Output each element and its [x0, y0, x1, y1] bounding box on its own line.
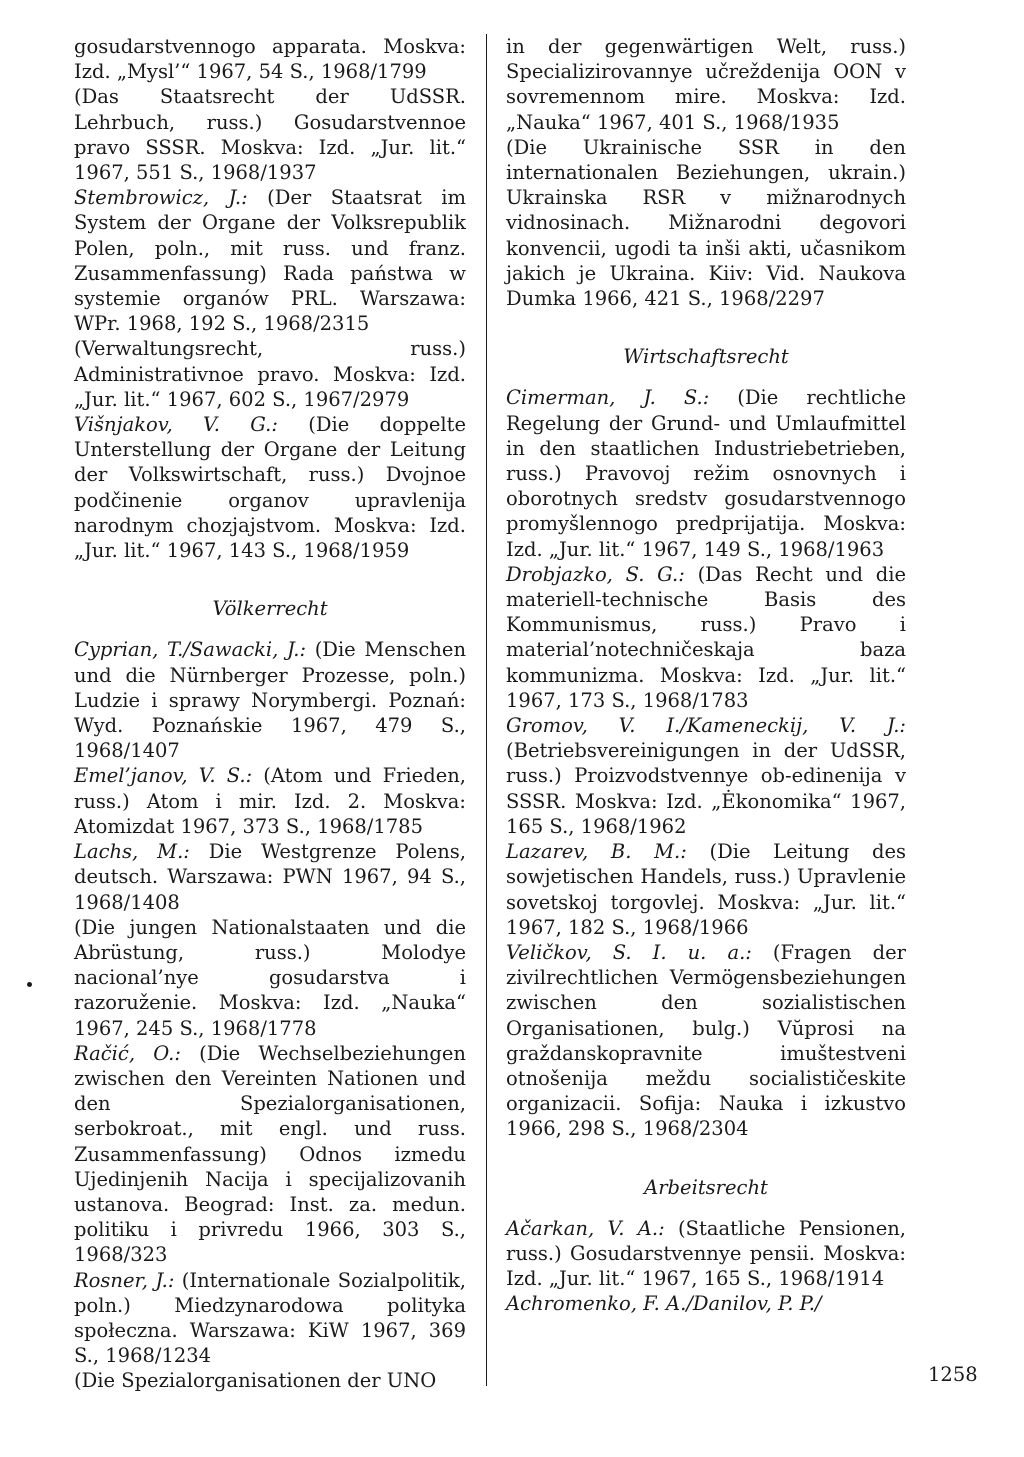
entry-group: [74, 34, 466, 563]
bibliography-entry: [74, 1041, 466, 1268]
section-heading-arbeitsrecht: Arbeitsrecht: [644, 1175, 768, 1199]
bibliography-entry: [74, 34, 466, 84]
bibliography-entry: [74, 1368, 466, 1393]
entry-text: (Die Leitung des sowjetischen Handels, russ.) Upravlenie sovetskoj torgovlej. Moskva: „Jur. lit.“ 1967, 182 S., 1968/1966: [506, 840, 906, 939]
entry-text: (Verwaltungsrecht, russ.) Administrativnoe pravo. Moskva: Izd. „Jur. lit.“ 1967, 602 S., 1967/2979: [74, 337, 466, 411]
bibliography-entry: [74, 839, 466, 915]
entry-text: (Staatliche Pensionen, russ.) Gosudarstvennye pensii. Moskva: Izd. „Jur. lit.“ 1967, 165 S., 1968/1914: [506, 1216, 906, 1291]
entry-text: (Die jungen Nationalstaaten und die Abrüstung, russ.) Molodye nacional’nye gosudarstva i razoruženie. Moskva: Izd. „Nauka“ 1967, 245 S., 1968/1778: [74, 915, 466, 1040]
page-number: 1258: [928, 1363, 978, 1386]
bibliography-entry: [74, 185, 466, 336]
entry-author: Gromov, V. I./Kameneckij, V. J.:: [506, 714, 906, 738]
entry-author: Drobjazko, S. G.:: [506, 562, 685, 586]
entry-text: (Der Staatsrat im System der Organe der Volksrepublik Polen, poln., mit russ. und franz. Zusammenfassung) Rada państwa w systemie organów PRL. Warszawa: WPr. 1968, 192 S., 1968/2315: [74, 186, 466, 336]
entry-text: (Die Wechselbeziehungen zwischen den Vereinten Nationen und den Spezialorganisationen, serbokroat., mit engl. und russ. Zusammenfassung) Odnos izmedu Ujedinjenih Nacija i specijalizovanih ustanova. Beograd: Inst. za. medun. politiku i privredu 1966, 303 S., 1968/323: [74, 1041, 466, 1267]
bibliography-entry: [74, 84, 466, 185]
entry-text: in der gegenwärtigen Welt, russ.) Specializirovannye učreždenija OON v sovremennom mire. Moskva: Izd. „Nauka“ 1967, 401 S., 1968/1935: [506, 35, 906, 134]
entry-text: gosudarstvennogo apparata. Moskva: Izd. „Mysl’“ 1967, 54 S., 1968/1799: [74, 35, 466, 84]
entry-author: Ačarkan, V. A.:: [506, 1216, 665, 1240]
section-heading-voelkerrecht: Völkerrecht: [212, 597, 328, 621]
margin-mark: [27, 982, 32, 987]
entry-text: (Internationale Sozialpolitik, poln.) Miedzynarodowa polityka społeczna. Warszawa: KiW 1967, 369 S., 1968/1234: [74, 1268, 466, 1368]
left-column: [74, 34, 466, 1394]
right-column: [506, 34, 906, 1317]
bibliography-entry: [506, 34, 906, 135]
bibliography-entry: [506, 713, 906, 839]
bibliography-entry: [74, 763, 466, 839]
bibliography-entry: [74, 336, 466, 412]
entry-author: Lazarev, B. M.:: [506, 840, 687, 864]
entry-text: (Die rechtliche Regelung der Grund- und Umlaufmittel in den staatlichen Industriebetrieben, russ.) Pravovoj režim osnovnych i oborotnych sredstv gosudarstvennogo promyšlennogo predprijatija. Moskva: Izd. „Jur. lit.“ 1967, 149 S., 1968/1963: [506, 386, 906, 561]
bibliography-entry: [506, 839, 906, 940]
entry-text: (Die Menschen und die Nürnberger Prozesse, poln.) Ludzie i sprawy Norymbergi. Poznań: Wyd. Poznańskie 1967, 479 S., 1968/1407: [74, 638, 466, 763]
bibliography-entry: [506, 562, 906, 713]
entry-group: [74, 637, 466, 1393]
entry-author: Rosner, J.:: [74, 1268, 175, 1292]
entry-text: (Fragen der zivilrechtlichen Vermögensbeziehungen zwischen den sozialistischen Organisationen, bulg.) Vŭprosi na graždanskopravnite imuštestveni otnošenija meždu socialističeskite organizacii. Sofija: Nauka i izkustvo 1966, 298 S., 1968/2304: [506, 940, 906, 1141]
entry-author: Stembrowicz, J.:: [74, 186, 248, 210]
entry-author: Cimerman, J. S.:: [506, 386, 710, 410]
entry-text: (Atom und Frieden, russ.) Atom i mir. Izd. 2. Moskva: Atomizdat 1967, 373 S., 1968/1785: [74, 764, 466, 838]
column-divider: [486, 34, 487, 1386]
entry-text: (Das Recht und die materiell-technische Basis des Kommunismus, russ.) Pravo i material’notechničeskaja baza kommunizma. Moskva: Izd. „Jur. lit.“ 1967, 173 S., 1968/1783: [506, 562, 906, 712]
entry-author: Achromenko, F. A./Danilov, P. P./: [506, 1292, 822, 1316]
entry-text: (Das Staatsrecht der UdSSR. Lehrbuch, russ.) Gosudarstvennoe pravo SSSR. Moskva: Izd. „Jur. lit.“ 1967, 551 S., 1968/1937: [74, 85, 466, 185]
entry-text: (Betriebsvereinigungen in der UdSSR, russ.) Proizvodstvennye ob-edinenija v SSSR. Moskva: Izd. „Ėkonomika“ 1967, 165 S., 1968/1962: [506, 739, 906, 838]
bibliography-entry: [506, 1216, 906, 1292]
bibliography-entry: [506, 1291, 906, 1316]
entry-author: Lachs, M.:: [74, 840, 190, 864]
bibliography-entry: [74, 1268, 466, 1369]
entry-author: Višnjakov, V. G.:: [74, 413, 278, 437]
entry-group: [506, 385, 906, 1141]
entry-text: (Die doppelte Unterstellung der Organe der Leitung der Volkswirtschaft, russ.) Dvojnoe podčinenie organov upravlenija narodnym chozjajstvom. Moskva: Izd. „Jur. lit.“ 1967, 143 S., 1968/1959: [74, 413, 466, 563]
section-heading-wirtschaftsrecht: Wirtschaftsrecht: [623, 345, 789, 369]
bibliography-entry: [74, 637, 466, 763]
bibliography-entry: [506, 135, 906, 311]
entry-text: (Die Spezialorganisationen der UNO: [74, 1369, 437, 1393]
entry-author: Račić, O.:: [74, 1041, 181, 1065]
bibliography-entry: [506, 385, 906, 561]
entry-text: (Die Ukrainische SSR in den internationalen Beziehungen, ukrain.) Ukrainska RSR v mižnarodnych vidnosinach. Mižnarodni degovori konvencii, ugodi ta inši akti, učasnikom jakich je Ukraina. Kiiv: Vid. Naukova Dumka 1966, 421 S., 1968/2297: [506, 135, 906, 311]
entry-author: Emel’janov, V. S.:: [74, 764, 253, 788]
bibliography-entry: [74, 915, 466, 1041]
bibliography-entry: [74, 412, 466, 563]
bibliography-entry: [506, 940, 906, 1142]
entry-author: Veličkov, S. I. u. a.:: [506, 940, 752, 964]
entry-text: Die Westgrenze Polens, deutsch. Warszawa: PWN 1967, 94 S., 1968/1408: [74, 840, 466, 914]
entry-group: [506, 34, 906, 311]
entry-author: Cyprian, T./Sawacki, J.:: [74, 638, 307, 662]
entry-group: [506, 1216, 906, 1317]
